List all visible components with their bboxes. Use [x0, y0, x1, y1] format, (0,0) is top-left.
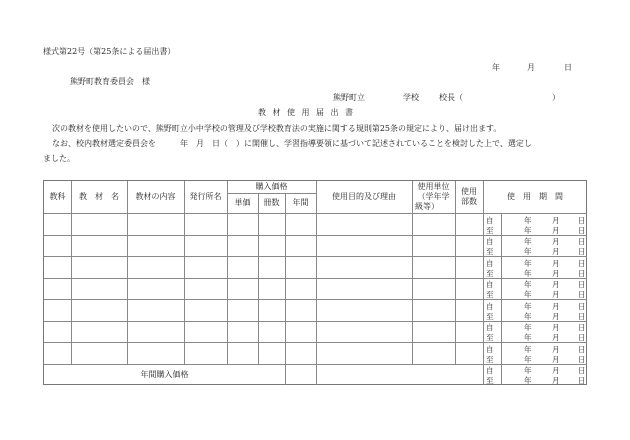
- period-to-row: [483, 289, 587, 299]
- period-year-label: 年: [524, 216, 532, 225]
- period-month-label: 月: [552, 302, 560, 311]
- period-from-label: 自: [486, 366, 494, 375]
- period-to-label: 至: [486, 247, 494, 256]
- period-day-label: 日: [578, 312, 586, 321]
- date-month-label: 月: [527, 63, 535, 72]
- usage-unit-line3: 級等）: [415, 202, 439, 211]
- period-from-label: 自: [486, 302, 494, 311]
- period-from-row: [483, 258, 587, 268]
- period-from-label: 自: [486, 345, 494, 354]
- col-header-usage-unit: [412, 181, 455, 213]
- period-day-label: 日: [578, 366, 586, 375]
- col-header-copies: 冊数: [263, 198, 280, 207]
- school-suffix: 学校: [403, 93, 419, 102]
- period-month-label: 月: [552, 376, 560, 385]
- usage-unit-line1: 使用単位: [417, 182, 450, 191]
- period-month-label: 月: [552, 312, 560, 321]
- period-month-label: 月: [552, 226, 560, 235]
- col-header-purpose: 使用目的及び理由: [332, 192, 396, 201]
- period-from-row: [483, 365, 587, 375]
- addressee: 熊野町教育委員会 様: [70, 77, 150, 86]
- header-bottom-line: [44, 213, 483, 214]
- period-day-label: 日: [578, 259, 586, 268]
- period-year-label: 年: [524, 237, 532, 246]
- col-header-annual: 年間: [292, 198, 309, 207]
- period-day-label: 日: [578, 302, 586, 311]
- period-day-label: 日: [578, 237, 586, 246]
- period-month-label: 月: [552, 216, 560, 225]
- period-day-label: 日: [578, 290, 586, 299]
- school-prefix: 熊野町立: [333, 93, 365, 102]
- usage-copies-line2: 部数: [461, 197, 477, 206]
- col-header-usage-copies: [455, 181, 483, 213]
- period-from-label: 自: [486, 259, 494, 268]
- period-year-label: 年: [524, 323, 532, 332]
- period-month-label: 月: [552, 259, 560, 268]
- period-day-label: 日: [578, 333, 586, 342]
- col-line: [258, 193, 259, 364]
- period-day-label: 日: [578, 247, 586, 256]
- col-header-publisher: 発行所名: [189, 192, 222, 201]
- period-year-label: 年: [524, 259, 532, 268]
- period-to-label: 至: [486, 333, 494, 342]
- period-month-label: 月: [552, 290, 560, 299]
- period-year-label: 年: [524, 226, 532, 235]
- period-month-label: 月: [552, 355, 560, 364]
- period-year-label: 年: [524, 269, 532, 278]
- period-to-row: [483, 311, 587, 321]
- period-month-label: 月: [552, 366, 560, 375]
- header-bottom-line-period: [483, 213, 587, 214]
- period-year-label: 年: [524, 290, 532, 299]
- period-from-row: [483, 279, 587, 289]
- period-to-label: 至: [486, 376, 494, 385]
- period-to-label: 至: [486, 355, 494, 364]
- period-from-label: 自: [486, 280, 494, 289]
- period-year-label: 年: [524, 376, 532, 385]
- period-to-row: [483, 246, 587, 256]
- period-to-row: [483, 225, 587, 235]
- period-from-label: 自: [486, 216, 494, 225]
- period-to-label: 至: [486, 269, 494, 278]
- body-paragraph-1: 次の教材を使用したいので、熊野町立小中学校の管理及び学校教育法の実施に関する規則第25条の規定により、届け出ます。: [52, 124, 502, 133]
- period-month-label: 月: [552, 237, 560, 246]
- principal-close: ）: [552, 93, 560, 102]
- body-paragraph-3: ました。: [43, 154, 75, 163]
- period-month-label: 月: [552, 323, 560, 332]
- principal-label: 校長（: [439, 93, 463, 102]
- period-from-row: [483, 301, 587, 311]
- period-year-label: 年: [524, 247, 532, 256]
- col-header-unit-price: 単価: [234, 198, 251, 207]
- period-day-label: 日: [578, 345, 586, 354]
- period-year-label: 年: [524, 345, 532, 354]
- period-from-label: 自: [486, 237, 494, 246]
- col-header-subject: 教科: [49, 192, 66, 201]
- period-month-label: 月: [552, 333, 560, 342]
- period-year-label: 年: [524, 333, 532, 342]
- col-line: [285, 193, 286, 385]
- period-year-label: 年: [524, 366, 532, 375]
- period-to-label: 至: [486, 226, 494, 235]
- materials-table: [43, 180, 587, 385]
- period-from-row: [483, 236, 587, 246]
- date-year-label: 年: [492, 63, 500, 72]
- period-day-label: 日: [578, 269, 586, 278]
- col-header-purchase-price: 購入価格: [255, 182, 288, 191]
- period-from-label: 自: [486, 323, 494, 332]
- usage-unit-line2: （学年学: [417, 192, 450, 201]
- period-day-label: 日: [578, 226, 586, 235]
- period-from-row: [483, 215, 587, 225]
- period-year-label: 年: [524, 302, 532, 311]
- period-month-label: 月: [552, 247, 560, 256]
- period-day-label: 日: [578, 376, 586, 385]
- date-day-label: 日: [564, 63, 572, 72]
- period-from-row: [483, 322, 587, 332]
- period-day-label: 日: [578, 280, 586, 289]
- col-header-content: 教材の内容: [135, 192, 176, 201]
- body-paragraph-2: なお、校内教材選定委員会を 年 月 日（ ）に開催し、学習指導要領に基づいて記述されていることを検討した上で、選定し: [52, 139, 532, 148]
- period-day-label: 日: [578, 355, 586, 364]
- period-year-label: 年: [524, 280, 532, 289]
- period-from-row: [483, 344, 587, 354]
- period-year-label: 年: [524, 312, 532, 321]
- period-to-row: [483, 332, 587, 342]
- period-day-label: 日: [578, 323, 586, 332]
- period-month-label: 月: [552, 280, 560, 289]
- col-header-usage-period: 使 用 期 間: [507, 192, 563, 201]
- document-title: 教材使用届出書: [258, 108, 360, 117]
- period-to-label: 至: [486, 312, 494, 321]
- period-month-label: 月: [552, 269, 560, 278]
- period-to-row: [483, 375, 587, 385]
- usage-copies-line1: 使用: [461, 187, 477, 196]
- period-day-label: 日: [578, 216, 586, 225]
- period-to-row: [483, 268, 587, 278]
- period-month-label: 月: [552, 345, 560, 354]
- period-to-row: [483, 354, 587, 364]
- form-number: 様式第22号（第25条による届出書）: [43, 47, 176, 56]
- annual-total-label: 年間購入価格: [140, 369, 189, 379]
- col-header-material-name: 教 材 名: [79, 192, 119, 201]
- period-year-label: 年: [524, 355, 532, 364]
- period-to-label: 至: [486, 290, 494, 299]
